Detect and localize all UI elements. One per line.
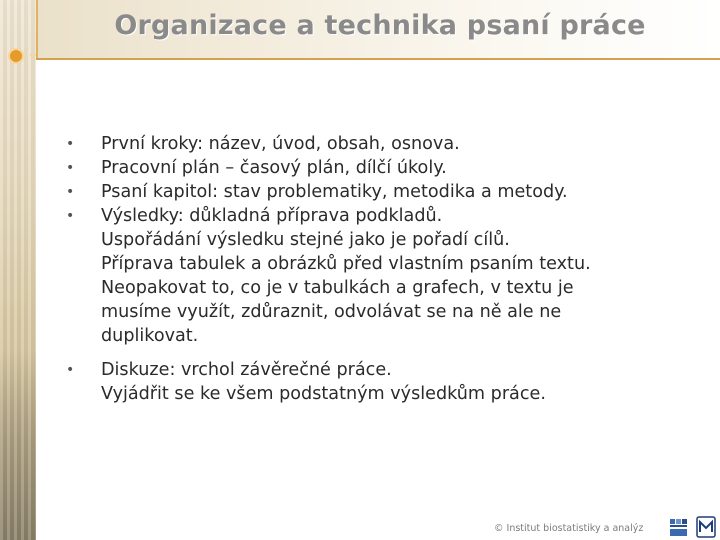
bullet-text: Výsledky: důkladná příprava podkladů.: [101, 206, 443, 226]
isa-logo-icon: [668, 516, 690, 538]
list-item: [66, 204, 706, 348]
bullet-text: musíme využít, zdůraznit, odvolávat se na ně ale ne: [101, 302, 562, 322]
bullet-icon: •: [66, 362, 75, 378]
bullet-icon: •: [66, 184, 75, 200]
bullet-text: Diskuze: vrchol závěrečné práce.: [101, 360, 392, 380]
bullet-text: Příprava tabulek a obrázků před vlastním psaním textu.: [101, 254, 591, 274]
bullet-text: Neopakovat to, co je v tabulkách a grafech, v textu je: [101, 278, 574, 298]
orange-dot-icon: [8, 48, 24, 64]
slide-title: Organizace a technika psaní práce: [114, 10, 646, 41]
list-item: [66, 358, 706, 406]
bullet-text: První kroky: název, úvod, obsah, osnova.: [101, 134, 460, 154]
list-item: [66, 156, 706, 180]
mu-logo-icon: [696, 516, 716, 538]
header-underline: [36, 58, 720, 60]
dot-tick: [30, 54, 36, 56]
bullet-text: duplikovat.: [101, 326, 199, 346]
bullet-icon: •: [66, 208, 75, 224]
bullet-text: Psaní kapitol: stav problematiky, metodika a metody.: [101, 182, 568, 202]
bullet-text: Pracovní plán – časový plán, dílčí úkoly.: [101, 158, 447, 178]
footer-copyright: © Institut biostatistiky a analýz: [494, 523, 644, 534]
list-item: [66, 180, 706, 204]
building-photo-decoration: [0, 350, 36, 540]
header-vertical-line: [36, 0, 38, 60]
bullet-icon: •: [66, 160, 75, 176]
list-item: [66, 132, 706, 156]
bullet-icon: •: [66, 136, 75, 152]
bullet-text: Vyjádřit se ke všem podstatným výsledkům práce.: [101, 384, 546, 404]
bullet-list: [66, 132, 706, 406]
bullet-text: Uspořádání výsledku stejné jako je pořadí cílů.: [101, 230, 510, 250]
left-decorative-strip: [0, 0, 36, 540]
slide-content: [66, 132, 706, 406]
